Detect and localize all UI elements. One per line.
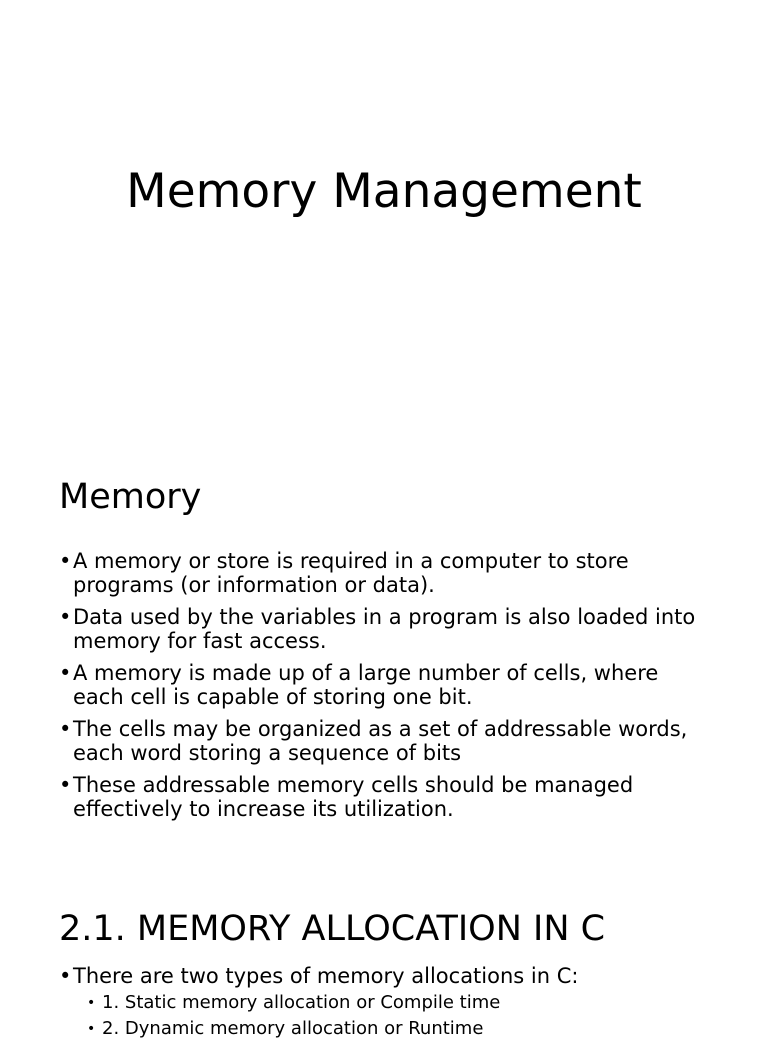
memory-bullet-list <box>59 549 709 829</box>
slide-heading-memory: Memory <box>59 477 202 517</box>
bullet-text: There are two types of memory allocations in C: <box>73 964 579 988</box>
sub-bullet-item: • 1. Static memory allocation or Compile time <box>87 990 709 1016</box>
allocation-bullet-list <box>59 964 709 1050</box>
memory-slide <box>0 432 768 864</box>
title-slide <box>0 0 768 432</box>
bullet-item: • The cells may be organized as a set of addressable words, each word storing a sequence of bits <box>59 717 709 765</box>
bullet-item: • A memory is made up of a large number of cells, where each cell is capable of storing one bit. <box>59 661 709 709</box>
bullet-item: • A memory or store is required in a computer to store programs (or information or data). <box>59 549 709 597</box>
memory-allocation-slide <box>0 864 768 1039</box>
bullet-item: • These addressable memory cells should be managed effectively to increase its utilization. <box>59 773 709 821</box>
bullet-item <box>59 964 709 1042</box>
sub-bullet-item: • 2. Dynamic memory allocation or Runtime <box>87 1016 709 1042</box>
bullet-item: • Data used by the variables in a program is also loaded into memory for fast access. <box>59 605 709 653</box>
slide-heading-memory-allocation: 2.1. MEMORY ALLOCATION IN C <box>59 909 606 949</box>
allocation-sub-bullet-list <box>87 990 709 1042</box>
presentation-title: Memory Management <box>126 164 642 219</box>
